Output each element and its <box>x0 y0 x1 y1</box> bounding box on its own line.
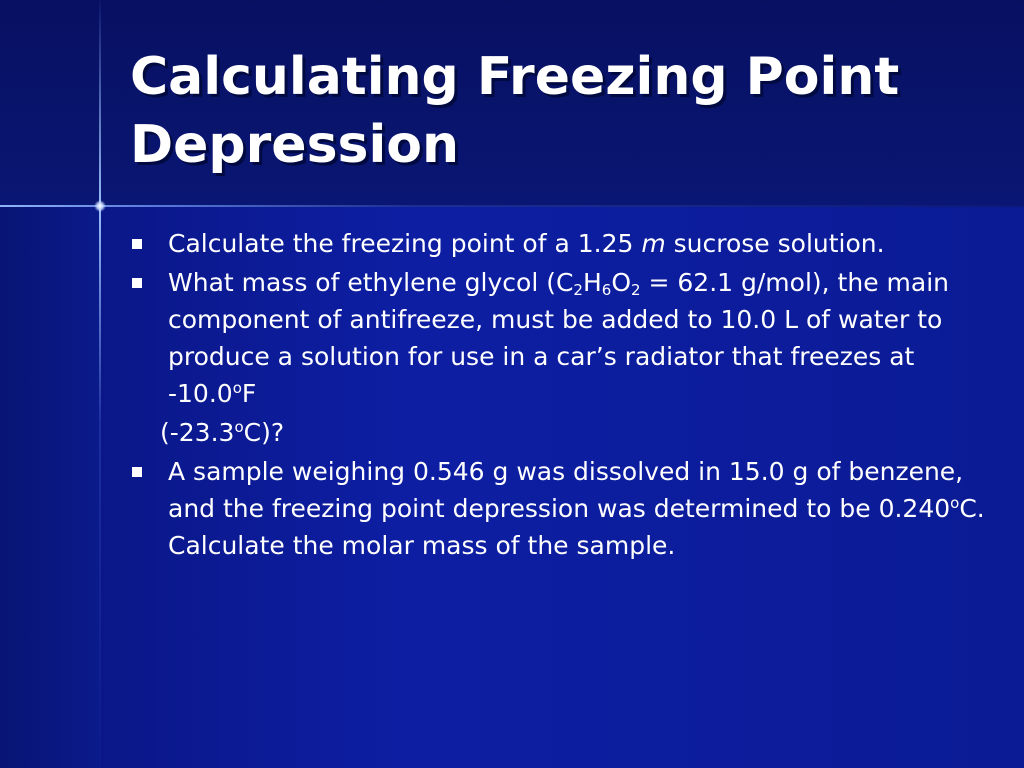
slide-title-line-1: Calculating Freezing Point <box>130 47 900 107</box>
horizontal-accent-line <box>0 205 1024 207</box>
bullet-continuation <box>130 414 1010 451</box>
degree-superscript: o <box>950 494 960 512</box>
left-band <box>0 207 100 768</box>
bullet-square-icon <box>132 239 142 249</box>
bullet-item-sucrose <box>130 225 1010 262</box>
bullet-text: Calculate the freezing point of a 1.25 <box>168 229 642 258</box>
bullet-text: sucrose solution. <box>665 229 885 258</box>
slide-title <box>130 44 1010 179</box>
bullet-text: (-23.3 <box>160 418 235 447</box>
bullet-square-icon <box>132 278 142 288</box>
bullet-text: C)? <box>243 418 285 447</box>
sparkle-icon <box>94 200 106 212</box>
molality-symbol: m <box>641 229 666 258</box>
bullet-list <box>130 225 1010 566</box>
bullet-text: A sample weighing 0.546 g was dissolved in 15.0 g of benzene, and the freezing point depression was determined to be 0.240 <box>168 457 964 523</box>
bullet-text: H <box>582 268 602 297</box>
subscript: 2 <box>631 281 641 299</box>
slide-title-line-2: Depression <box>130 114 460 175</box>
bullet-text: O <box>611 268 632 297</box>
bullet-item-benzene <box>130 453 1010 564</box>
bullet-text: = 62.1 g/mol), the main component of antifreeze, must be added to 10.0 L of water to produce a solution for use in a car’s radiator that freezes at -10.0 <box>168 268 949 408</box>
bullet-item-ethylene-glycol <box>130 264 1010 412</box>
degree-superscript: o <box>232 379 242 397</box>
bullet-text: What mass of ethylene glycol (C <box>168 268 574 297</box>
bullet-square-icon <box>132 467 142 477</box>
vertical-accent-line <box>99 0 101 768</box>
degree-superscript: o <box>234 418 244 436</box>
subscript: 2 <box>573 281 583 299</box>
bullet-text: F <box>241 379 257 408</box>
bullet-text: C. Calculate the molar mass of the sample. <box>168 494 985 560</box>
subscript: 6 <box>601 281 612 299</box>
